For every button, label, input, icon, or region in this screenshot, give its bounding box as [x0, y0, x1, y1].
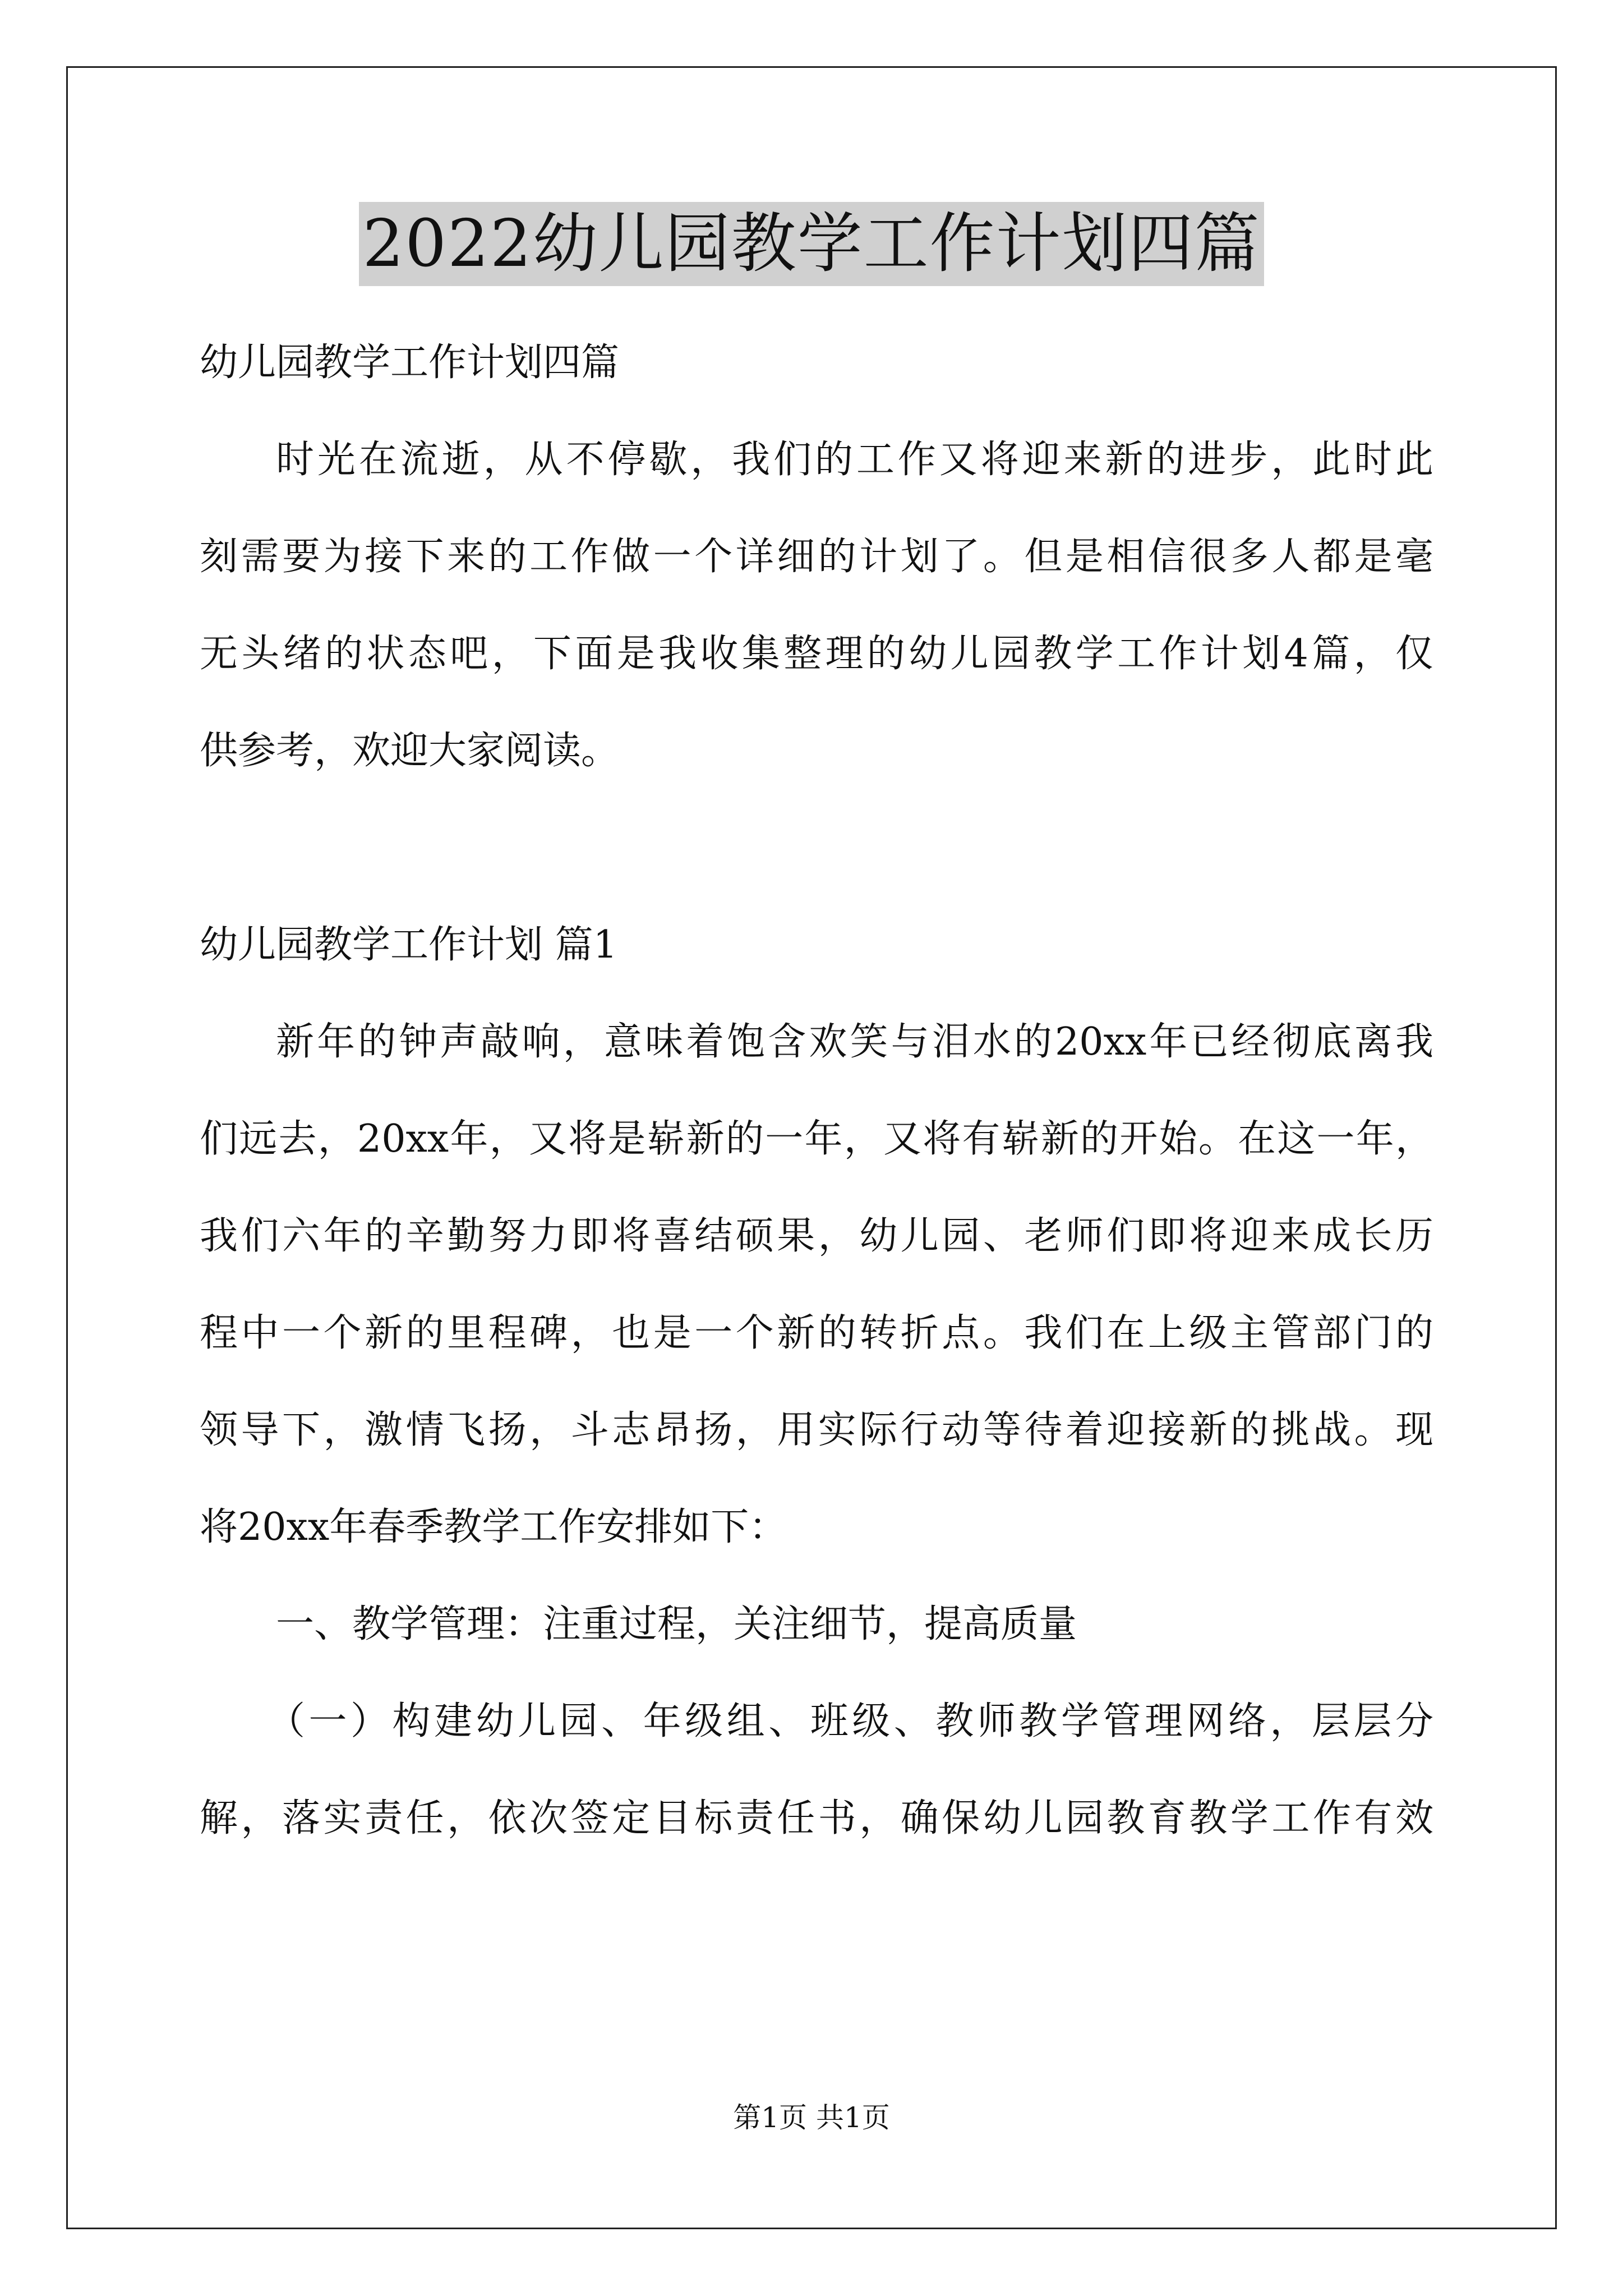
- subsection-heading: 一、教学管理：注重过程，关注细节，提高质量: [276, 1602, 1077, 1646]
- paragraph-line: 将20xx年春季教学工作安排如下：: [200, 1505, 787, 1549]
- document-title: 2022幼儿园教学工作计划四篇: [359, 202, 1264, 286]
- paragraph-line: 领导下，激情飞扬，斗志昂扬，用实际行动等待着迎接新的挑战。现: [200, 1408, 1433, 1452]
- paragraph-line: 刻需要为接下来的工作做一个详细的计划了。但是相信很多人都是毫: [200, 535, 1433, 579]
- paragraph-line: 供参考，欢迎大家阅读。: [200, 729, 620, 773]
- section-heading: 幼儿园教学工作计划四篇: [200, 341, 620, 385]
- section-heading: 幼儿园教学工作计划 篇1: [200, 923, 617, 967]
- paragraph-line: 们远去，20xx年，又将是崭新的一年，又将有崭新的开始。在这一年，: [200, 1117, 1433, 1161]
- page-footer: 第1页 共1页: [733, 2101, 890, 2134]
- paragraph-line: 无头绪的状态吧，下面是我收集整理的幼儿园教学工作计划4篇，仅: [200, 632, 1433, 676]
- blank-line: [200, 799, 1433, 896]
- paragraph-line: 程中一个新的里程碑，也是一个新的转折点。我们在上级主管部门的: [200, 1311, 1433, 1355]
- paragraph-line: 我们六年的辛勤努力即将喜结硕果，幼儿园、老师们即将迎来成长历: [200, 1214, 1433, 1258]
- paragraph-line: （一）构建幼儿园、年级组、班级、教师教学管理网络，层层分: [267, 1699, 1433, 1743]
- title-area: [0, 202, 1623, 286]
- paragraph-line: 解，落实责任，依次签定目标责任书，确保幼儿园教育教学工作有效: [200, 1796, 1433, 1841]
- document-body: [200, 314, 1433, 1867]
- paragraph-line: 时光在流逝，从不停歇，我们的工作又将迎来新的进步，此时此: [276, 438, 1433, 482]
- paragraph-line: 新年的钟声敲响，意味着饱含欢笑与泪水的20xx年已经彻底离我: [276, 1020, 1433, 1064]
